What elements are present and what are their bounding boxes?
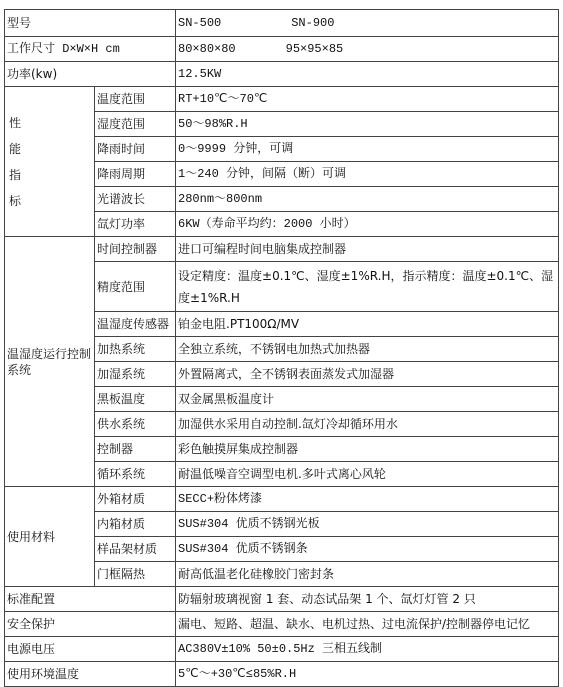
control-value: 加湿供水采用自动控制.氙灯冷却循环用水 (176, 412, 559, 437)
material-row (5, 487, 559, 512)
footer-value: 防辐射玻璃视窗 1 套、动态试品架 1 个、氙灯灯管 2 只 (176, 587, 559, 612)
control-label: 加热系统 (95, 337, 176, 362)
size-label: 工作尺寸 D×W×H cm (5, 37, 176, 62)
footer-label: 安全保护 (5, 612, 176, 637)
control-value: 进口可编程时间电脑集成控制器 (176, 237, 559, 262)
material-group-label: 使用材料 (5, 487, 95, 587)
footer-label: 电源电压 (5, 637, 176, 662)
size-value-b: 95×95×85 (285, 42, 344, 56)
size-row (5, 37, 559, 62)
footer-value: AC380V±10% 50±0.5Hz 三相五线制 (176, 637, 559, 662)
footer-row (5, 637, 559, 662)
footer-row (5, 662, 559, 687)
perf-label: 降雨周期 (95, 162, 176, 187)
control-label: 时间控制器 (95, 237, 176, 262)
perf-value: 0～9999 分钟，可调 (176, 137, 559, 162)
material-value: SUS#304 优质不锈钢光板 (176, 512, 559, 537)
performance-char: 性 (9, 115, 22, 130)
perf-label: 降雨时间 (95, 137, 176, 162)
spec-table (4, 9, 559, 687)
control-label: 温湿度传感器 (95, 312, 176, 337)
perf-value: 1～240 分钟，间隔（断）可调 (176, 162, 559, 187)
perf-label: 氙灯功率 (95, 212, 176, 237)
control-value: 耐温低噪音空调型电机.多叶式离心风轮 (176, 462, 559, 487)
control-label: 供水系统 (95, 412, 176, 437)
control-label: 循环系统 (95, 462, 176, 487)
perf-row (5, 87, 559, 112)
control-label: 精度范围 (95, 262, 176, 312)
footer-value: 5℃～+30℃≤85%R.H (176, 662, 559, 687)
material-label: 门框隔热 (95, 562, 176, 587)
power-row (5, 62, 559, 87)
control-value: 彩色触摸屏集成控制器 (176, 437, 559, 462)
model-value-b: SN-900 (291, 16, 335, 30)
material-label: 内箱材质 (95, 512, 176, 537)
perf-value: RT+10℃～70℃ (176, 87, 559, 112)
material-label: 外箱材质 (95, 487, 176, 512)
perf-value: 50～98%R.H (176, 112, 559, 137)
footer-label: 标准配置 (5, 587, 176, 612)
perf-value: 280nm～800nm (176, 187, 559, 212)
control-value: 铂金电阻.PT100Ω/MV (176, 312, 559, 337)
control-value: 双金属黑板温度计 (176, 387, 559, 412)
footer-label: 使用环境温度 (5, 662, 176, 687)
performance-char: 能 (9, 141, 22, 156)
control-label: 控制器 (95, 437, 176, 462)
size-value (176, 37, 559, 62)
control-label: 加湿系统 (95, 362, 176, 387)
perf-value: 6KW（寿命平均约：2000 小时） (176, 212, 559, 237)
material-label: 样品架材质 (95, 537, 176, 562)
control-value: 外置隔离式，全不锈钢表面蒸发式加湿器 (176, 362, 559, 387)
footer-row (5, 587, 559, 612)
size-value-a: 80×80×80 (178, 42, 236, 56)
control-row (5, 237, 559, 262)
footer-value: 漏电、短路、超温、缺水、电机过热、过电流保护/控制器停电记忆 (176, 612, 559, 637)
control-group-label: 温湿度运行控制系统 (5, 237, 95, 487)
perf-label: 温度范围 (95, 87, 176, 112)
control-label: 黑板温度 (95, 387, 176, 412)
footer-row (5, 612, 559, 637)
performance-char: 标 (9, 193, 22, 208)
performance-char: 指 (9, 167, 22, 182)
material-value: SUS#304 优质不锈钢条 (176, 537, 559, 562)
model-row (5, 10, 559, 37)
power-label: 功率(kw) (5, 62, 176, 87)
control-value: 设定精度：温度±0.1℃、湿度±1%R.H，指示精度：温度±0.1℃、湿度±1%R.H (176, 262, 559, 312)
model-value (176, 10, 559, 37)
model-value-a: SN-500 (178, 16, 222, 30)
material-value: SECC+粉体烤漆 (176, 487, 559, 512)
perf-label: 光谱波长 (95, 187, 176, 212)
perf-label: 湿度范围 (95, 112, 176, 137)
control-value: 全独立系统，不锈钢电加热式加热器 (176, 337, 559, 362)
material-value: 耐高低温老化硅橡胶门密封条 (176, 562, 559, 587)
performance-group-label (5, 87, 95, 237)
power-value: 12.5KW (176, 62, 559, 87)
model-label: 型号 (5, 10, 176, 37)
